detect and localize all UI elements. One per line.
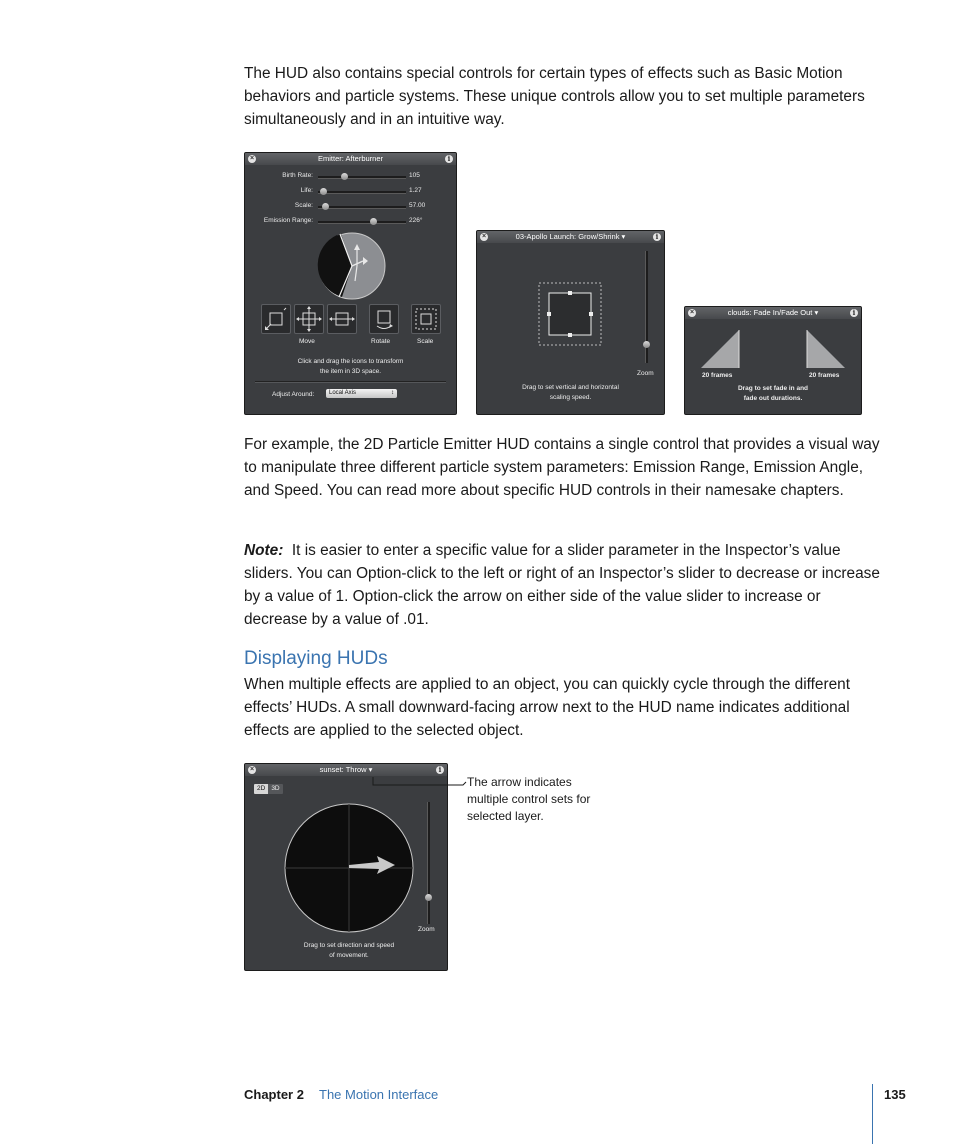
zoom-slider[interactable] xyxy=(427,802,430,924)
tool-label-rotate: Rotate xyxy=(371,338,391,345)
slider-label: Life: xyxy=(300,187,313,194)
move-z-button[interactable] xyxy=(327,304,357,334)
hud-instructions-1: Drag to set vertical and horizontal xyxy=(522,384,619,391)
info-icon[interactable]: i xyxy=(850,309,858,317)
slider-track[interactable] xyxy=(318,191,406,194)
close-icon[interactable]: × xyxy=(249,766,255,773)
hud-title: sunset: Throw ▾ xyxy=(319,765,373,774)
slider-label: Birth Rate: xyxy=(282,172,313,179)
hud-title-bar xyxy=(245,153,456,165)
close-icon[interactable]: × xyxy=(249,155,255,162)
slider-track[interactable] xyxy=(318,221,406,224)
slider-track[interactable] xyxy=(318,206,406,209)
footer-chapter: Chapter 2 xyxy=(244,1087,304,1102)
move-xy-button[interactable] xyxy=(261,304,291,334)
emitter-hud xyxy=(244,152,457,415)
fade-trapezoid-control[interactable] xyxy=(701,328,845,368)
throw-direction-dial[interactable] xyxy=(283,802,415,934)
emission-range-dial[interactable] xyxy=(315,231,389,301)
adjust-around-value: Local Axis xyxy=(329,390,357,396)
callout-text: The arrow indicates multiple control sets for selected layer. xyxy=(467,775,591,823)
close-icon[interactable]: × xyxy=(689,309,695,316)
adjust-around-label: Adjust Around: xyxy=(272,391,315,398)
adjust-around-popup[interactable] xyxy=(326,389,397,398)
example-paragraph: For example, the 2D Particle Emitter HUD contains a single control that provides a visual way to manipulate three different particle system parameters: Emission Range, Emission Angle, and Speed. You can read more about specific HUD controls in their namesake chapters. xyxy=(244,436,880,499)
hud-instructions-2: the item in 3D space. xyxy=(319,368,382,375)
info-icon[interactable]: i xyxy=(653,233,661,241)
hud-instructions-1: Click and drag the icons to transform xyxy=(297,358,404,365)
tool-label-scale: Scale xyxy=(417,338,434,345)
zoom-label: Zoom xyxy=(637,370,654,377)
page-number: 135 xyxy=(884,1087,906,1102)
rotate-button[interactable] xyxy=(369,304,399,334)
zoom-slider-knob[interactable] xyxy=(643,341,650,348)
hud-title: clouds: Fade In/Fade Out ▾ xyxy=(727,308,819,317)
hud-title-bar[interactable] xyxy=(685,307,861,319)
grow-shrink-hud xyxy=(476,230,665,415)
move-z-icon xyxy=(328,305,356,333)
slider-value: 105 xyxy=(409,172,420,179)
hud-title: Emitter: Afterburner xyxy=(317,154,384,163)
slider-birth-rate[interactable] xyxy=(245,172,455,182)
rotate-icon xyxy=(370,305,398,333)
slider-label: Scale: xyxy=(294,202,313,209)
tool-label-move: Move xyxy=(299,338,315,345)
section-heading: Displaying HUDs xyxy=(244,648,388,669)
slider-value: 57.00 xyxy=(409,202,426,209)
slider-track[interactable] xyxy=(318,176,406,179)
fade-hud xyxy=(684,306,862,415)
footer-chapter-title: The Motion Interface xyxy=(319,1087,439,1102)
zoom-slider[interactable] xyxy=(645,251,648,363)
hud-instructions-2: of movement. xyxy=(329,952,369,959)
slider-knob[interactable] xyxy=(370,218,377,225)
scale-control[interactable] xyxy=(535,279,605,349)
hud-instructions-1: Drag to set direction and speed xyxy=(303,942,395,949)
zoom-label: Zoom xyxy=(418,926,435,933)
hud-title: 03-Apollo Launch: Grow/Shrink ▾ xyxy=(515,232,626,241)
tab-3d[interactable]: 3D xyxy=(268,784,282,794)
slider-knob[interactable] xyxy=(320,188,327,195)
slider-life[interactable] xyxy=(245,187,455,197)
divider xyxy=(255,381,446,383)
tab-2d[interactable]: 2D xyxy=(254,784,268,794)
move-xz-button[interactable] xyxy=(294,304,324,334)
slider-emission-range[interactable] xyxy=(245,217,455,227)
slider-label: Emission Range: xyxy=(263,217,313,224)
note-label: Note: xyxy=(244,542,284,559)
move-xy-icon xyxy=(262,305,290,333)
fade-in-frames: 20 frames xyxy=(702,372,733,379)
zoom-slider-knob[interactable] xyxy=(425,894,432,901)
throw-hud xyxy=(244,763,448,971)
chevron-updown-icon: ↕ xyxy=(391,390,394,396)
section-paragraph: When multiple effects are applied to an object, you can quickly cycle through the different effects’ HUDs. A small downward-facing arrow next to the HUD name indicates additional effects are applied to the selected object. xyxy=(244,676,851,739)
hud-instructions-1: Drag to set fade in and xyxy=(737,385,809,392)
slider-scale[interactable] xyxy=(245,202,455,212)
slider-knob[interactable] xyxy=(322,203,329,210)
hud-instructions-2: fade out durations. xyxy=(743,395,803,402)
hud-instructions-2: scaling speed. xyxy=(549,394,592,401)
slider-value: 1.27 xyxy=(409,187,422,194)
intro-paragraph: The HUD also contains special controls for certain types of effects such as Basic Motion behaviors and particle systems. These unique controls allow you to set multiple parameters simultaneously and in an intuitive way. xyxy=(244,65,865,128)
note-text: It is easier to enter a specific value for a slider parameter in the Inspector’s value sliders. You can Option-click to the left or right of an Inspector’s slider to decrease or increase by a value of 1. Option-click the arrow on either side of the value slider to increase or decrease by a value of .01. xyxy=(244,542,880,628)
note-paragraph xyxy=(244,539,884,631)
fade-out-frames: 20 frames xyxy=(809,372,840,379)
info-icon[interactable]: i xyxy=(436,766,444,774)
close-icon[interactable]: × xyxy=(481,233,487,240)
slider-value: 226° xyxy=(409,217,423,224)
info-icon[interactable]: i xyxy=(445,155,453,163)
move-xz-icon xyxy=(295,305,323,333)
hud-title-bar[interactable] xyxy=(477,231,664,243)
callout-line xyxy=(370,775,470,787)
slider-knob[interactable] xyxy=(341,173,348,180)
footer-divider xyxy=(872,1084,873,1144)
scale-button[interactable] xyxy=(411,304,441,334)
dimension-toggle[interactable] xyxy=(254,784,283,794)
scale-icon xyxy=(412,305,440,333)
